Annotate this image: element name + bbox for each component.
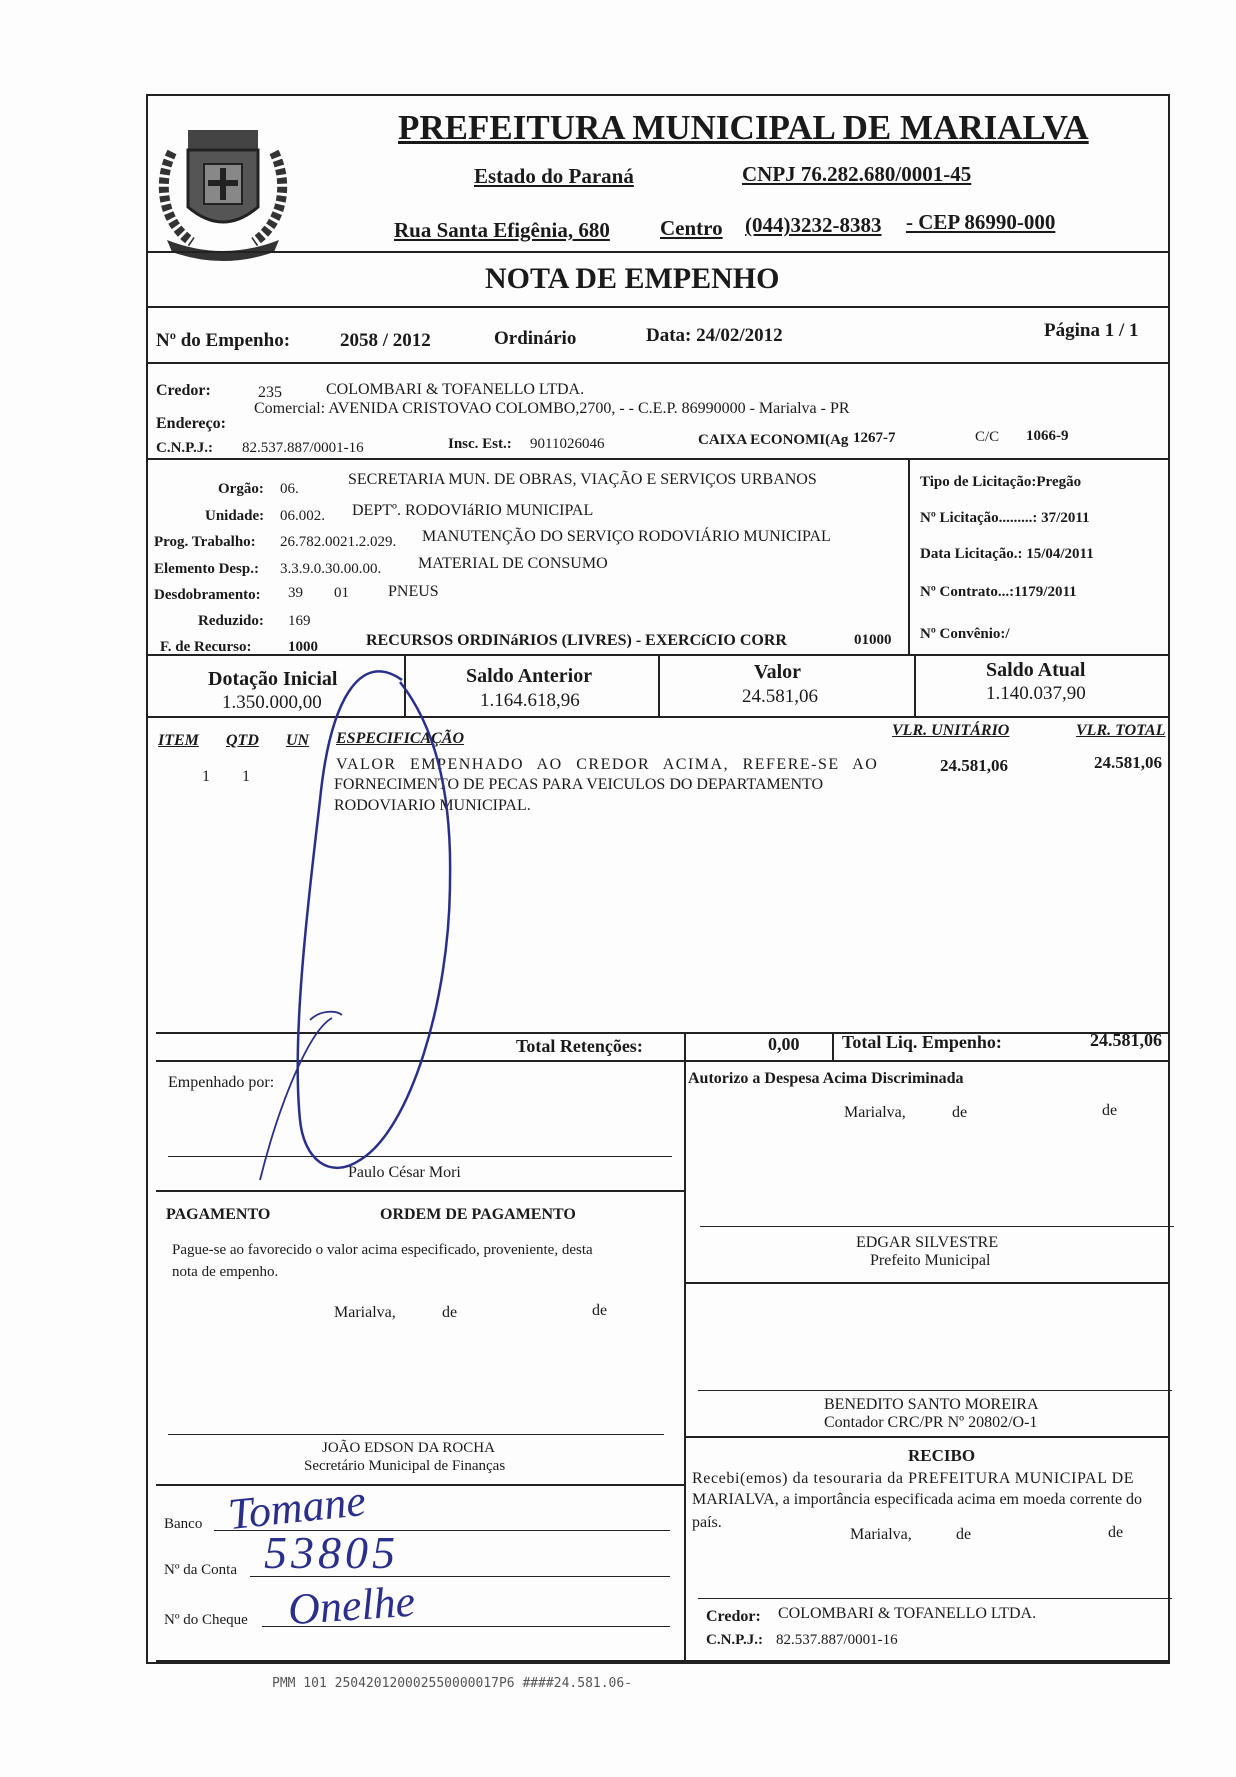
divider xyxy=(684,1032,686,1662)
total-liq-value: 24.581,06 xyxy=(1090,1030,1162,1050)
divider xyxy=(832,1032,834,1060)
recibo-title: RECIBO xyxy=(908,1446,976,1465)
desdob-b: 01 xyxy=(334,585,349,601)
item-desc-line1: VALOR EMPENHADO AO CREDOR ACIMA, REFERE-SE AO xyxy=(336,756,879,773)
dotacao-inicial-value: 1.350.000,00 xyxy=(222,692,322,713)
total-retencoes-value: 0,00 xyxy=(768,1034,800,1054)
empenho-label: Nº do Empenho: xyxy=(156,330,291,351)
total-liq-label: Total Liq. Empenho: xyxy=(842,1032,1002,1052)
saldo-anterior-label: Saldo Anterior xyxy=(466,665,593,687)
empenhado-label: Empenhado por: xyxy=(168,1074,275,1091)
empenhado-nome: Paulo César Mori xyxy=(348,1164,461,1181)
fonte-label: F. de Recurso: xyxy=(160,639,252,655)
item-number: 1 xyxy=(202,768,210,785)
header-cnpj: CNPJ 76.282.680/0001-45 xyxy=(742,162,972,186)
fonte-number: 01000 xyxy=(854,632,892,648)
elemento-label: Elemento Desp.: xyxy=(154,561,259,577)
desdob-a: 39 xyxy=(288,585,303,601)
divider xyxy=(156,1660,1170,1662)
orgao-code: 06. xyxy=(280,481,299,497)
insc-label: Insc. Est.: xyxy=(448,436,512,452)
signature-line xyxy=(700,1226,1174,1227)
autorizo-de2: de xyxy=(1102,1102,1118,1119)
prefeito-nome: EDGAR SILVESTRE xyxy=(856,1234,999,1251)
divider xyxy=(908,458,910,654)
divider xyxy=(684,1282,1170,1284)
signature-line xyxy=(698,1598,1172,1599)
conta-handwriting: 53805 xyxy=(264,1527,399,1578)
credor-bank: CAIXA ECONOMI(Ag xyxy=(698,432,849,448)
recibo-de1: de xyxy=(956,1526,972,1543)
header-cep: - CEP 86990-000 xyxy=(906,210,1056,234)
recibo-credor-label: Credor: xyxy=(706,1608,761,1625)
prog-name: MANUTENÇÃO DO SERVIÇO RODOVIÁRIO MUNICIPAL xyxy=(422,528,831,545)
reduzido-value: 169 xyxy=(288,613,311,629)
cnpj-label: C.N.P.J.: xyxy=(156,440,213,456)
unidade-code: 06.002. xyxy=(280,508,325,524)
elemento-name: MATERIAL DE CONSUMO xyxy=(418,555,608,572)
licitacao-convenio: Nº Convênio:/ xyxy=(920,626,1010,642)
desdob-label: Desdobramento: xyxy=(154,587,261,603)
licitacao-data: Data Licitação.: 15/04/2011 xyxy=(920,546,1094,562)
valor-label: Valor xyxy=(754,661,802,683)
recibo-line3: país. xyxy=(692,1514,722,1531)
credor-address: Comercial: AVENIDA CRISTOVAO COLOMBO,2700, - - C.E.P. 86990000 - Marialva - PR xyxy=(254,400,850,417)
elemento-code: 3.3.9.0.30.00.00. xyxy=(280,561,382,577)
contador-cargo: Contador CRC/PR Nº 20802/O-1 xyxy=(824,1414,1038,1431)
col-vlr-total: VLR. TOTAL xyxy=(1076,722,1166,739)
municipal-crest-icon xyxy=(152,112,294,262)
recibo-cnpj: 82.537.887/0001-16 xyxy=(776,1632,898,1648)
divider xyxy=(156,1484,684,1486)
autorizo-de1: de xyxy=(952,1104,968,1121)
orgao-label: Orgão: xyxy=(218,481,264,497)
licitacao-tipo: Tipo de Licitação:Pregão xyxy=(920,474,1082,490)
secretario-cargo: Secretário Municipal de Finanças xyxy=(304,1458,506,1474)
divider xyxy=(914,654,916,716)
desdob-name: PNEUS xyxy=(388,583,439,600)
divider xyxy=(684,1436,1170,1438)
signature-line xyxy=(698,1390,1172,1391)
dotacao-inicial-label: Dotação Inicial xyxy=(208,668,338,690)
secretario-nome: JOÃO EDSON DA ROCHA xyxy=(322,1440,495,1456)
recibo-de2: de xyxy=(1108,1524,1124,1541)
item-desc-line3: RODOVIARIO MUNICIPAL. xyxy=(334,797,531,814)
autorizo-marialva: Marialva, xyxy=(844,1104,906,1121)
address-label: Endereço: xyxy=(156,415,226,432)
header-street: Rua Santa Efigênia, 680 xyxy=(394,218,610,242)
divider xyxy=(146,251,1170,253)
credor-agency: 1267-7 xyxy=(853,430,896,446)
empenho-date: Data: 24/02/2012 xyxy=(646,325,783,346)
empenho-type: Ordinário xyxy=(494,328,577,349)
credor-code: 235 xyxy=(258,384,282,401)
header-phone: (044)3232-8383 xyxy=(745,213,882,237)
conta-label: Nº da Conta xyxy=(164,1562,237,1578)
footer-code: PMM 101 250420120002550000017P6 ####24.581.06- xyxy=(272,1676,633,1691)
saldo-anterior-value: 1.164.618,96 xyxy=(480,690,580,711)
credor-cc: 1066-9 xyxy=(1026,428,1069,444)
divider xyxy=(146,362,1170,364)
cc-label: C/C xyxy=(975,429,1000,445)
item-total-value: 24.581,06 xyxy=(1094,753,1162,772)
col-item: ITEM xyxy=(158,732,199,749)
pagamento-label: PAGAMENTO xyxy=(166,1206,271,1223)
licitacao-numero: Nº Licitação.........: 37/2011 xyxy=(920,510,1090,526)
fonte-code: 1000 xyxy=(288,639,318,655)
recibo-marialva: Marialva, xyxy=(850,1526,912,1543)
col-qtd: QTD xyxy=(226,732,259,749)
divider xyxy=(146,458,1170,460)
recibo-cnpj-label: C.N.P.J.: xyxy=(706,1632,763,1648)
recibo-credor-nome: COLOMBARI & TOFANELLO LTDA. xyxy=(778,1605,1037,1622)
divider xyxy=(658,654,660,716)
unidade-name: DEPTº. RODOVIáRIO MUNICIPAL xyxy=(352,502,594,519)
reduzido-label: Reduzido: xyxy=(198,613,264,629)
pagamento-marialva: Marialva, xyxy=(334,1304,396,1321)
col-especificacao: ESPECIFICAÇÃO xyxy=(336,730,465,747)
pagamento-de1: de xyxy=(442,1304,458,1321)
cheque-handwriting: Onelhe xyxy=(286,1576,417,1635)
document-title: NOTA DE EMPENHO xyxy=(485,262,780,295)
credor-cnpj: 82.537.887/0001-16 xyxy=(242,440,364,456)
credor-name: COLOMBARI & TOFANELLO LTDA. xyxy=(326,381,585,398)
signature-scribble xyxy=(240,660,540,1200)
prog-label: Prog. Trabalho: xyxy=(154,534,256,550)
divider xyxy=(146,306,1170,308)
prog-code: 26.782.0021.2.029. xyxy=(280,534,397,550)
header-district: Centro xyxy=(660,216,723,240)
pague-line1: Pague-se ao favorecido o valor acima especificado, proveniente, desta xyxy=(172,1242,593,1258)
item-desc-line2: FORNECIMENTO DE PECAS PARA VEICULOS DO DEPARTAMENTO xyxy=(334,776,824,793)
page-number: Página 1 / 1 xyxy=(1044,320,1139,341)
cheque-label: Nº do Cheque xyxy=(164,1612,248,1628)
valor-value: 24.581,06 xyxy=(742,686,818,707)
header-title: PREFEITURA MUNICIPAL DE MARIALVA xyxy=(398,108,1089,147)
total-retencoes-label: Total Retenções: xyxy=(516,1036,643,1056)
credor-label: Credor: xyxy=(156,382,211,399)
prefeito-cargo: Prefeito Municipal xyxy=(870,1252,991,1269)
saldo-atual-value: 1.140.037,90 xyxy=(986,683,1086,704)
autorizo-label: Autorizo a Despesa Acima Discriminada xyxy=(688,1070,964,1087)
pague-line2: nota de empenho. xyxy=(172,1264,279,1280)
credor-insc: 9011026046 xyxy=(530,436,605,452)
item-unit-value: 24.581,06 xyxy=(940,756,1008,775)
col-vlr-unitario: VLR. UNITÁRIO xyxy=(892,722,1010,739)
fonte-name: RECURSOS ORDINáRIOS (LIVRES) - EXERCíCIO CORR xyxy=(366,632,787,649)
ordem-pagamento-label: ORDEM DE PAGAMENTO xyxy=(380,1206,576,1223)
item-qtd: 1 xyxy=(242,768,250,785)
pagamento-de2: de xyxy=(592,1302,608,1319)
banco-handwriting: Tomane xyxy=(225,1475,368,1540)
recibo-line2: MARIALVA, a importância especificada acima em moeda corrente do xyxy=(692,1491,1143,1508)
contador-nome: BENEDITO SANTO MOREIRA xyxy=(824,1396,1039,1413)
orgao-name: SECRETARIA MUN. DE OBRAS, VIAÇÃO E SERVIÇOS URBANOS xyxy=(348,471,817,488)
recibo-line1: Recebi(emos) da tesouraria da PREFEITURA MUNICIPAL DE xyxy=(692,1470,1135,1487)
signature-line xyxy=(168,1434,664,1435)
unidade-label: Unidade: xyxy=(205,508,265,524)
licitacao-contrato: Nº Contrato...:1179/2011 xyxy=(920,584,1077,600)
header-state: Estado do Paraná xyxy=(474,164,634,188)
banco-label: Banco xyxy=(164,1516,203,1532)
col-un: UN xyxy=(286,732,310,749)
saldo-atual-label: Saldo Atual xyxy=(986,659,1086,681)
empenho-number: 2058 / 2012 xyxy=(340,330,431,351)
